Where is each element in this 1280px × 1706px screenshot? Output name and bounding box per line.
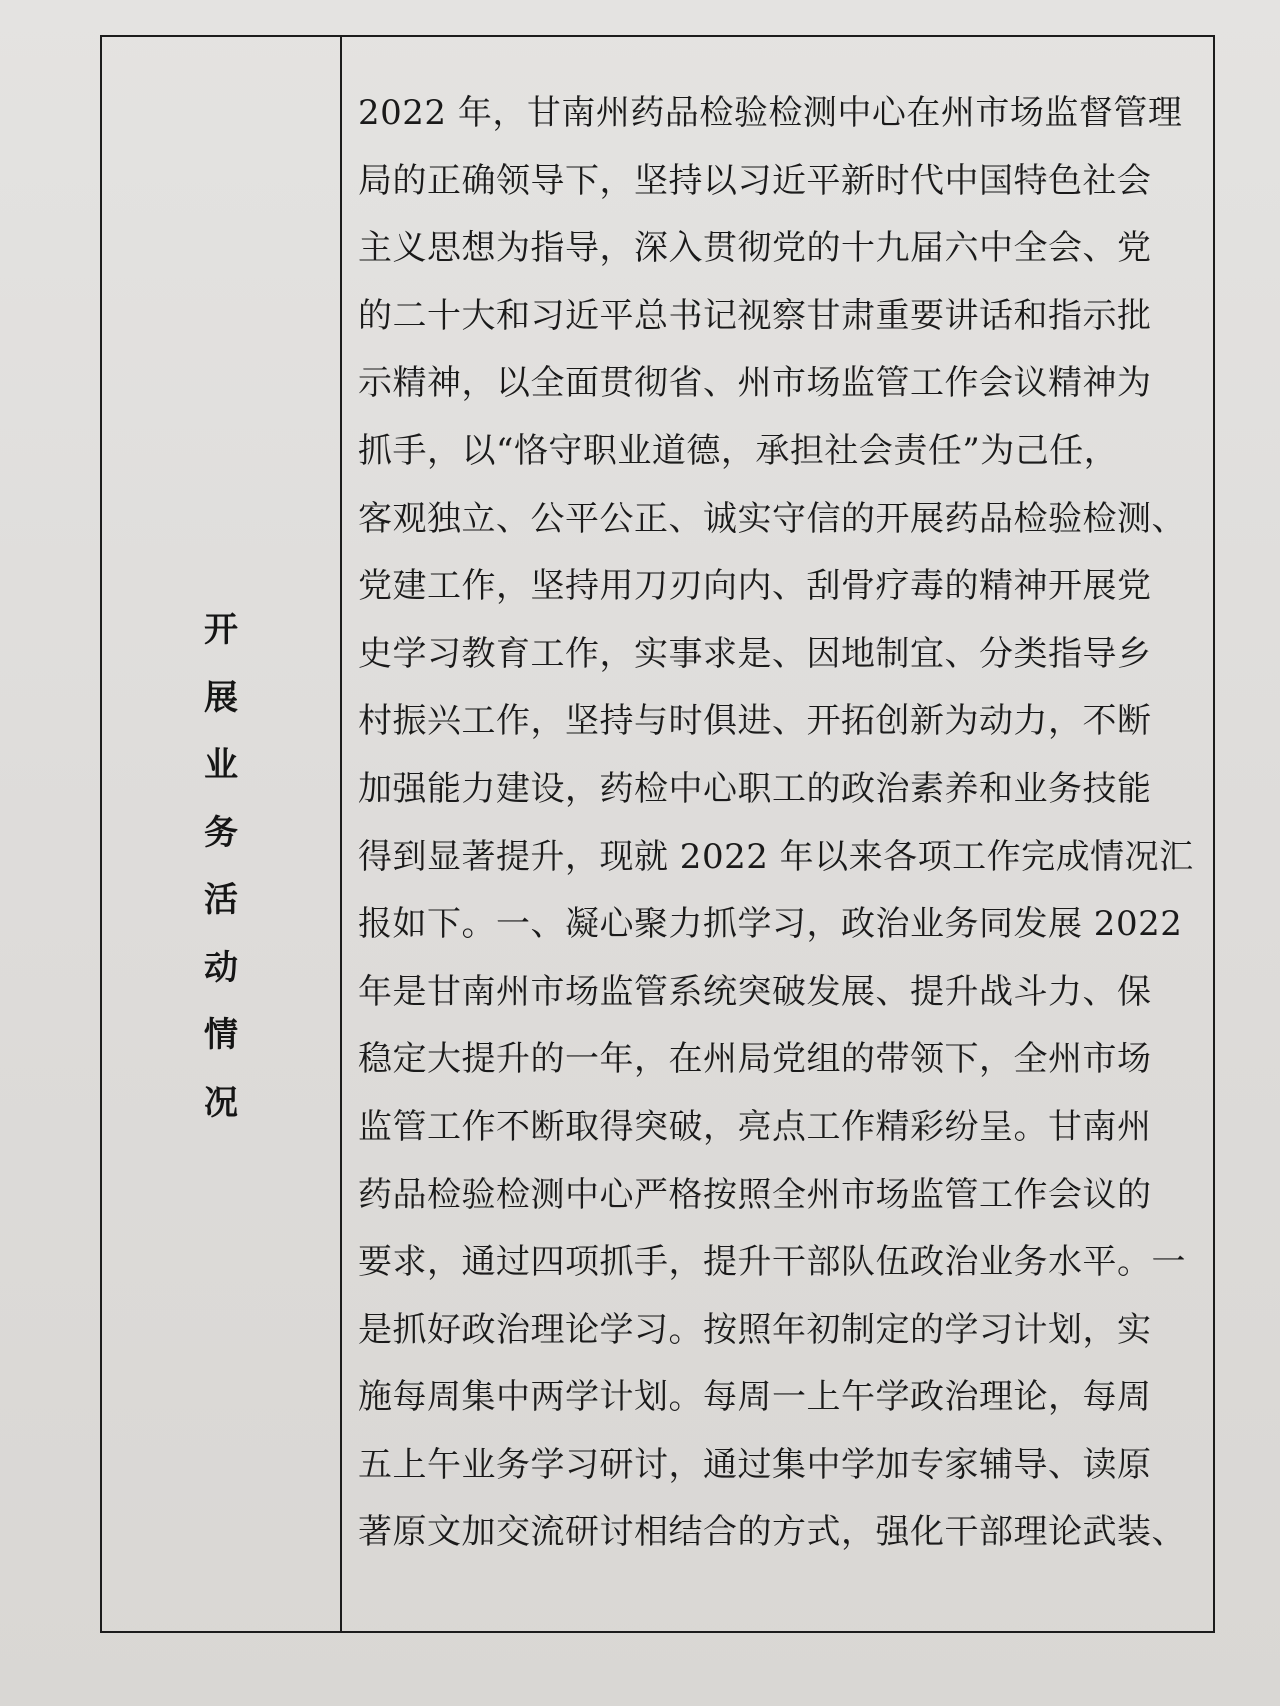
- content-line: 加强能力建设，药检中心职工的政治素养和业务技能: [358, 768, 1152, 809]
- row-label-char: 业: [204, 745, 238, 785]
- row-label-cell: [102, 37, 342, 1631]
- row-label-char: 情: [204, 1015, 238, 1055]
- content-line: 的二十大和习近平总书记视察甘肃重要讲话和指示批: [358, 295, 1152, 336]
- content-line: 药品检验检测中心严格按照全州市场监管工作会议的: [358, 1174, 1152, 1215]
- content-line: 五上午业务学习研讨，通过集中学加专家辅导、读原: [358, 1444, 1152, 1485]
- row-label-char: 务: [204, 812, 238, 853]
- content-text: [358, 80, 1205, 1567]
- content-line: 示精神，以全面贯彻省、州市场监管工作会议精神为: [358, 363, 1152, 404]
- row-label-char: 况: [204, 1082, 238, 1123]
- content-line: 2022 年，甘南州药品检验检测中心在州市场监督管理: [358, 93, 1183, 133]
- row-label-char: 动: [204, 947, 238, 988]
- content-line: 稳定大提升的一年，在州局党组的带领下，全州市场: [358, 1039, 1152, 1080]
- content-line: 史学习教育工作，实事求是、因地制宜、分类指导乡: [358, 633, 1152, 674]
- form-table: [100, 35, 1215, 1633]
- content-line: 抓手，以“恪守职业道德，承担社会责任”为己任，: [358, 430, 1119, 471]
- content-line: 主义思想为指导，深入贯彻党的十九届六中全会、党: [358, 228, 1152, 269]
- content-line: 党建工作，坚持用刀刃向内、刮骨疗毒的精神开展党: [358, 566, 1152, 607]
- row-label-char: 活: [204, 880, 238, 920]
- content-line: 是抓好政治理论学习。按照年初制定的学习计划，实: [358, 1309, 1152, 1350]
- content-cell: [342, 37, 1213, 1631]
- content-line: 客观独立、公平公正、诚实守信的开展药品检验检测、: [358, 498, 1186, 539]
- content-line: 年是甘南州市场监管系统突破发展、提升战斗力、保: [358, 971, 1152, 1012]
- content-line: 得到显著提升，现就 2022 年以来各项工作完成情况汇: [358, 836, 1194, 877]
- row-label: [102, 597, 340, 1137]
- content-line: 著原文加交流研讨相结合的方式，强化干部理论武装、: [358, 1512, 1186, 1553]
- row-label-char: 展: [204, 677, 238, 718]
- content-line: 监管工作不断取得突破，亮点工作精彩纷呈。甘南州: [358, 1106, 1152, 1147]
- content-line: 要求，通过四项抓手，提升干部队伍政治业务水平。一: [358, 1242, 1186, 1283]
- row-label-char: 开: [204, 610, 238, 650]
- content-line: 报如下。一、凝心聚力抓学习，政治业务同发展 2022: [358, 904, 1183, 945]
- content-line: 村振兴工作，坚持与时俱进、开拓创新为动力，不断: [358, 701, 1152, 742]
- content-line: 施每周集中两学计划。每周一上午学政治理论，每周: [358, 1377, 1152, 1418]
- content-line: 局的正确领导下，坚持以习近平新时代中国特色社会: [358, 160, 1152, 201]
